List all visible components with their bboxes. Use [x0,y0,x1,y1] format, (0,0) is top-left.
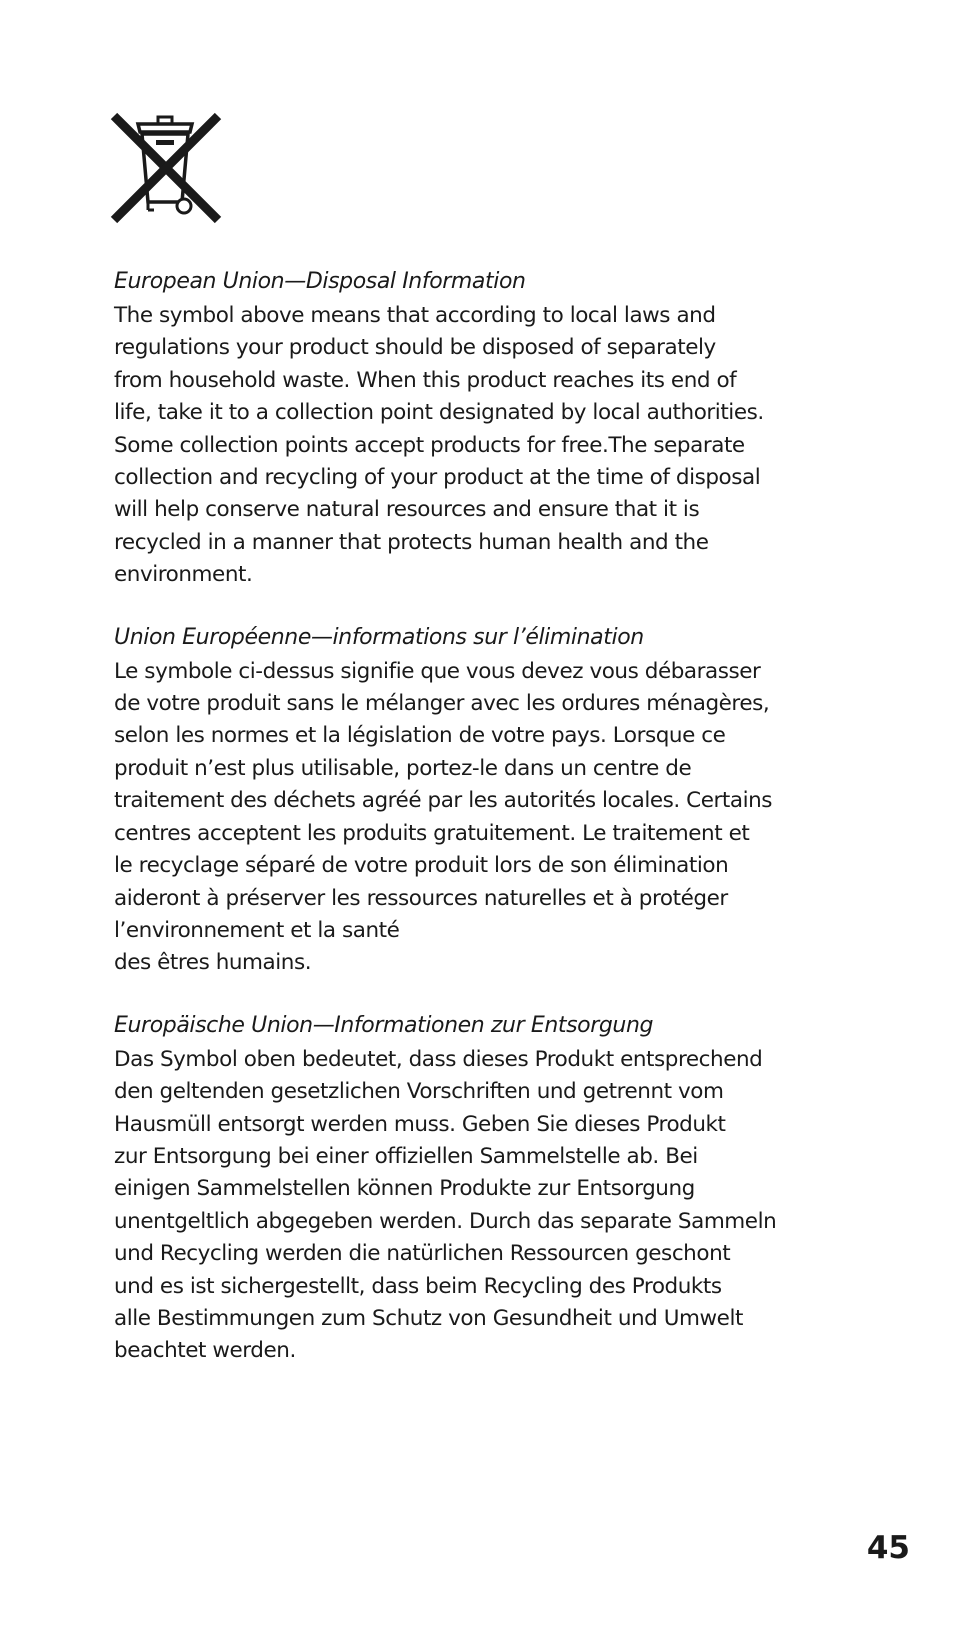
text-line: und Recycling werden die natürlichen Ressourcen geschont [114,1241,731,1267]
text-line: Le symbole ci-dessus signifie que vous devez vous débarasser [114,658,761,684]
text-line: den geltenden gesetzlichen Vorschriften und getrennt vom [114,1079,724,1105]
text-line: collection and recycling of your product at the time of disposal [114,465,761,491]
text-line: environment. [114,562,253,588]
section-body [114,656,894,980]
text-line: traitement des déchets agréé par les autorités locales. Certains [114,788,773,814]
section-eu-german [114,1010,894,1368]
text-line: aideront à préserver les ressources naturelles et à protéger [114,885,728,911]
text-line: recycled in a manner that protects human health and the [114,529,709,555]
text-line: life, take it to a collection point designated by local authorities. [114,400,764,426]
section-title: European Union—Disposal Information [114,269,526,294]
text-line: selon les normes et la législation de votre pays. Lorsque ce [114,723,726,749]
text-line: zur Entsorgung bei einer offiziellen Sammelstelle ab. Bei [114,1143,698,1169]
disposal-information-text [114,266,894,1398]
text-line: regulations your product should be disposed of separately [114,335,716,361]
text-line: de votre produit sans le mélanger avec les ordures ménagères, [114,691,770,717]
text-line: l’environnement et la santé [114,917,400,943]
crossed-out-wheelie-bin-icon [108,110,224,230]
text-line: le recyclage séparé de votre produit lors de son élimination [114,853,729,879]
text-line: Das Symbol oben bedeutet, dass dieses Produkt entsprechend [114,1046,763,1072]
text-line: einigen Sammelstellen können Produkte zur Entsorgung [114,1176,695,1202]
text-line: Some collection points accept products for free.The separate [114,432,745,458]
text-line: produit n’est plus utilisable, portez-le dans un centre de [114,755,692,781]
text-line: centres acceptent les produits gratuitement. Le traitement et [114,820,750,846]
section-body [114,1044,894,1368]
text-line: The symbol above means that according to local laws and [114,303,716,328]
section-eu-french [114,622,894,980]
text-line: beachtet werden. [114,1338,296,1364]
section-title: Union Européenne—informations sur l’élimination [114,624,644,650]
text-line: des êtres humains. [114,950,312,976]
section-title: Europäische Union—Informationen zur Entsorgung [114,1012,654,1038]
text-line: will help conserve natural resources and ensure that it is [114,497,700,523]
text-line: Hausmüll entsorgt werden muss. Geben Sie dieses Produkt [114,1111,726,1137]
text-line: alle Bestimmungen zum Schutz von Gesundheit und Umwelt [114,1305,743,1331]
text-line: und es ist sichergestellt, dass beim Recycling des Produkts [114,1273,722,1299]
text-line: unentgeltlich abgegeben werden. Durch das separate Sammeln [114,1208,777,1234]
section-eu-english [114,266,894,592]
text-line: from household waste. When this product reaches its end of [114,367,737,393]
section-body [114,300,894,592]
page-number: 45 [866,1530,910,1566]
